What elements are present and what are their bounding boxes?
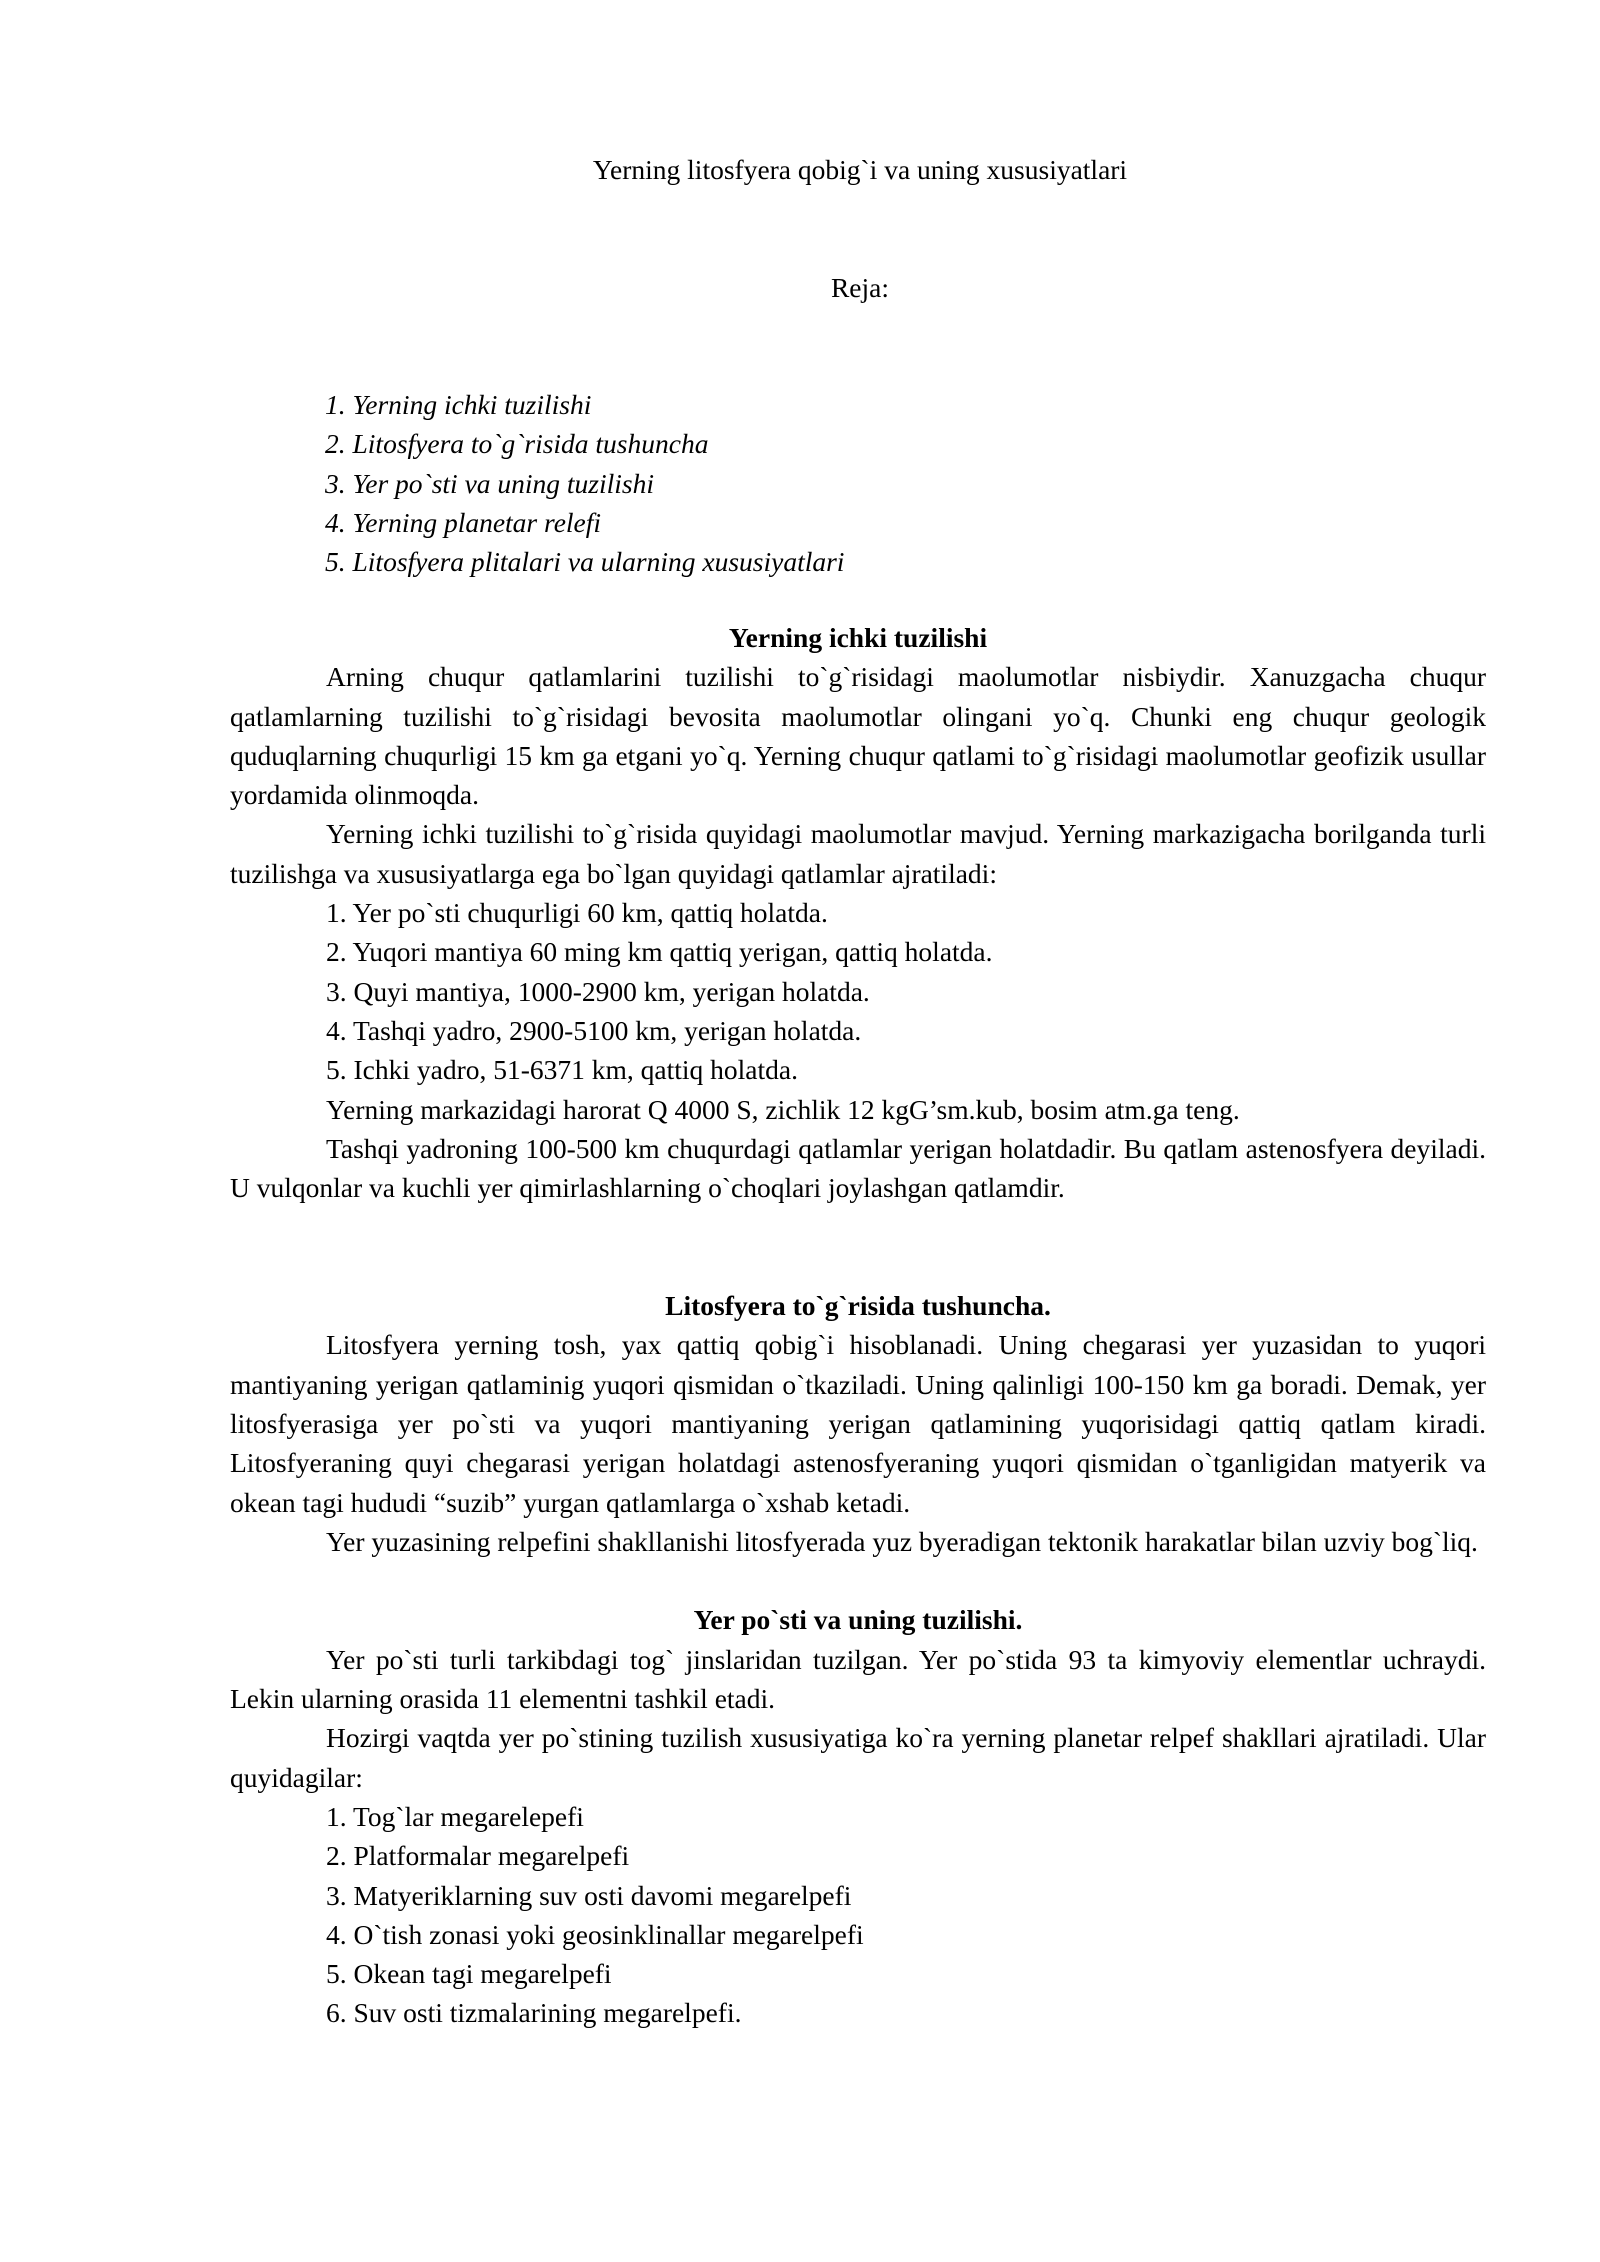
list-item: 5. Ichki yadro, 51-6371 km, qattiq holatda.	[326, 1054, 798, 1086]
document-title: Yerning litosfyera qobig`i va uning xususiyatlari	[592, 154, 1128, 185]
paragraph: Hozirgi vaqtda yer po`stining tuzilish xususiyatiga ko`ra yerning planetar relpef shakllari ajratiladi. Ular quyidagilar:	[230, 1722, 1486, 1793]
section-earth-crust	[230, 1600, 1486, 2032]
list-item: 1. Tog`lar megarelepefi	[326, 1800, 584, 1832]
list-item: 6. Suv osti tizmalarining megarelpefi.	[326, 1997, 742, 2029]
list-item: 3. Matyeriklarning suv osti davomi megarelpefi	[326, 1879, 852, 1911]
paragraph: Tashqi yadroning 100-500 km chuqurdagi qatlamlar yerigan holatdadir. Bu qatlam astenosfyera deyiladi. U vulqonlar va kuchli yer qimirlashlarning o`choqlari joylashgan qatlamdir.	[230, 1132, 1486, 1204]
section-heading: Yer po`sti va uning tuzilishi.	[693, 1604, 1023, 1636]
section-heading: Yerning ichki tuzilishi	[728, 622, 988, 653]
document-body	[230, 618, 1486, 2033]
list-item: 3. Quyi mantiya, 1000-2900 km, yerigan holatda.	[326, 975, 870, 1007]
paragraph: Yer po`sti turli tarkibdagi tog` jinslaridan tuzilgan. Yer po`stida 93 ta kimyoviy elementlar uchraydi. Lekin ularning orasida 11 elementni tashkil etadi.	[230, 1643, 1486, 1715]
section-heading: Litosfyera to`g`risida tushuncha.	[665, 1290, 1051, 1322]
list-item: 4. O`tish zonasi yoki geosinklinallar megarelpefi	[326, 1918, 864, 1950]
spacer	[230, 1207, 1486, 1286]
plan-label: Reja:	[830, 272, 890, 303]
list-item: 2. Yuqori mantiya 60 ming km qattiq yerigan, qattiq holatda.	[326, 936, 993, 968]
spacer	[230, 1561, 1486, 1600]
paragraph: Yerning ichki tuzilishi to`g`risida quyidagi maolumotlar mavjud. Yerning markazigacha borilganda turli tuzilishga va xususiyatlarga ega bo`lgan quyidagi qatlamlar ajratiladi:	[230, 818, 1486, 889]
plan-item: 3. Yer po`sti va uning tuzilishi	[325, 467, 655, 499]
list-item: 1. Yer po`sti chuqurligi 60 km, qattiq holatda.	[326, 897, 828, 929]
paragraph: Litosfyera yerning tosh, yax qattiq qobig`i hisoblanadi. Uning chegarasi yer yuzasidan to yuqori mantiyaning yerigan qatlaminig yuqori qismidan o`tkaziladi. Uning qalinligi 100-150 km ga boradi. Demak, yer litosfyerasiga yer po`sti va yuqori mantiyaning yerigan qatlamining yuqorisidagi qattiq qatlam kiradi. Litosfyeraning quyi chegarasi yerigan holatdagi astenosfyeraning yuqori qismidan o`tganligidan matyerik va okean tagi hududi “suzib” yurgan qatlamlarga o`xshab ketadi.	[230, 1329, 1486, 1518]
paragraph: Yerning markazidagi harorat Q 4000 S, zichlik 12 kgG’sm.kub, bosim atm.ga teng.	[326, 1093, 1240, 1125]
plan-item: 4. Yerning planetar relefi	[325, 506, 602, 538]
section-internal-structure	[230, 618, 1486, 1207]
plan-list	[325, 385, 1425, 581]
paragraph: Arning chuqur qatlamlarini tuzilishi to`g`risidagi maolumotlar nisbiydir. Xanuzgacha chuqur qatlamlarning tuzilishi to`g`risidagi bevosita maolumotlar olingani yo`q. Chunki eng chuqur geologik quduqlarning chuqurligi 15 km ga etgani yo`q. Yerning chuqur qatlami to`g`risidagi maolumotlar geofizik usullar yordamida olinmoqda.	[230, 661, 1486, 811]
list-item: 5. Okean tagi megarelpefi	[326, 1958, 612, 1990]
plan-item: 2. Litosfyera to`g`risida tushuncha	[325, 428, 709, 460]
plan-item: 1. Yerning ichki tuzilishi	[325, 389, 592, 420]
list-item: 4. Tashqi yadro, 2900-5100 km, yerigan holatda.	[326, 1014, 862, 1046]
list-item: 2. Platformalar megarelpefi	[326, 1840, 630, 1872]
paragraph: Yer yuzasining relpefini shakllanishi litosfyerada yuz byeradigan tektonik harakatlar bilan uzviy bog`liq.	[326, 1525, 1478, 1557]
section-lithosphere	[230, 1286, 1486, 1561]
plan-item: 5. Litosfyera plitalari va ularning xususiyatlari	[325, 546, 845, 578]
